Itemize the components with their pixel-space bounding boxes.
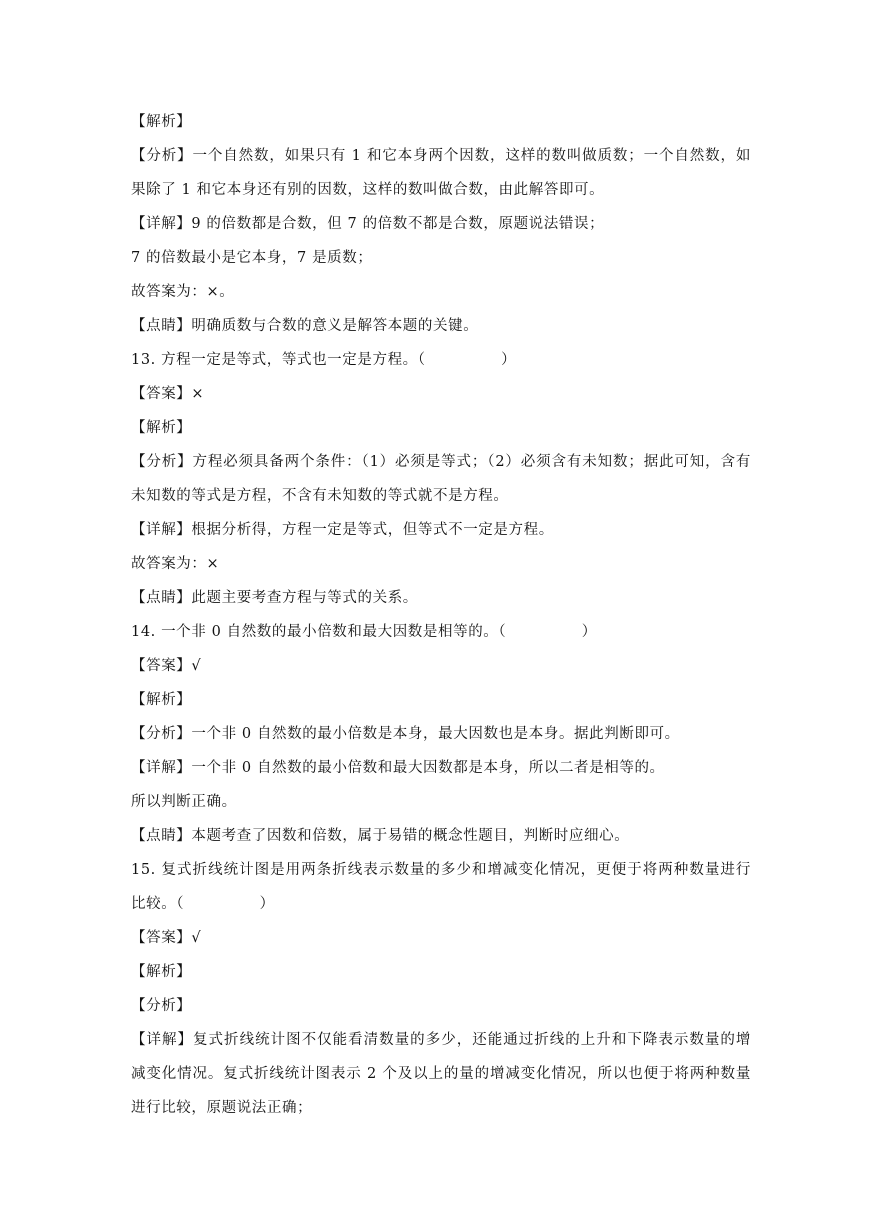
question-15: 15. 复式折线统计图是用两条折线表示数量的多少和增减变化情况，更便于将两种数量进行 [131,862,751,878]
question-14: 14. 一个非 0 自然数的最小倍数和最大因数是相等的。（ ） [131,624,597,640]
answer-line: 【答案】√ [131,658,202,674]
answer-line: 【答案】× [131,386,205,402]
question-15-continued: 比较。（ ） [131,896,275,912]
analysis-text-line: 果除了 1 和它本身还有别的因数，这样的数叫做合数，由此解答即可。 [131,182,605,198]
analysis-heading: 【分析】 [131,998,192,1014]
answer-conclusion: 故答案为：× [131,556,220,572]
analysis-text-line: 【分析】一个非 0 自然数的最小倍数是本身，最大因数也是本身。据此判断即可。 [131,726,680,742]
detail-text-line: 【详解】复式折线统计图不仅能看清数量的多少，还能通过折线的上升和下降表示数量的增 [131,1032,751,1048]
detail-text-line: 【详解】9 的倍数都是合数，但 7 的倍数不都是合数，原题说法错误； [131,216,605,232]
answer-conclusion: 所以判断正确。 [131,794,237,810]
analysis-heading: 【解析】 [131,114,192,130]
answer-conclusion: 故答案为：×。 [131,284,235,300]
analysis-text-line: 【分析】方程必须具备两个条件：（1）必须是等式；（2）必须含有未知数；据此可知，含有 [131,454,751,470]
detail-text-line: 【详解】根据分析得，方程一定是等式，但等式不一定是方程。 [131,522,554,538]
question-13: 13. 方程一定是等式，等式也一定是方程。（ ） [131,352,517,368]
answer-line: 【答案】√ [131,930,202,946]
analysis-text-line: 未知数的等式是方程，不含有未知数的等式就不是方程。 [131,488,509,504]
analysis-text-line: 【分析】一个自然数，如果只有 1 和它本身两个因数，这样的数叫做质数；一个自然数，如 [131,148,751,164]
key-point-text: 【点睛】本题考查了因数和倍数，属于易错的概念性题目，判断时应细心。 [131,828,630,844]
key-point-text: 【点睛】明确质数与合数的意义是解答本题的关键。 [131,318,479,334]
key-point-text: 【点睛】此题主要考查方程与等式的关系。 [131,590,418,606]
analysis-heading: 【解析】 [131,692,192,708]
analysis-heading: 【解析】 [131,420,192,436]
detail-text-line: 【详解】一个非 0 自然数的最小倍数和最大因数都是本身，所以二者是相等的。 [131,760,665,776]
analysis-heading: 【解析】 [131,964,192,980]
detail-text-line: 7 的倍数最小是它本身，7 是质数； [131,250,373,266]
detail-text-line: 进行比较，原题说法正确； [131,1100,313,1116]
detail-text-line: 减变化情况。复式折线统计图表示 2 个及以上的量的增减变化情况，所以也便于将两种数量 [131,1066,751,1082]
